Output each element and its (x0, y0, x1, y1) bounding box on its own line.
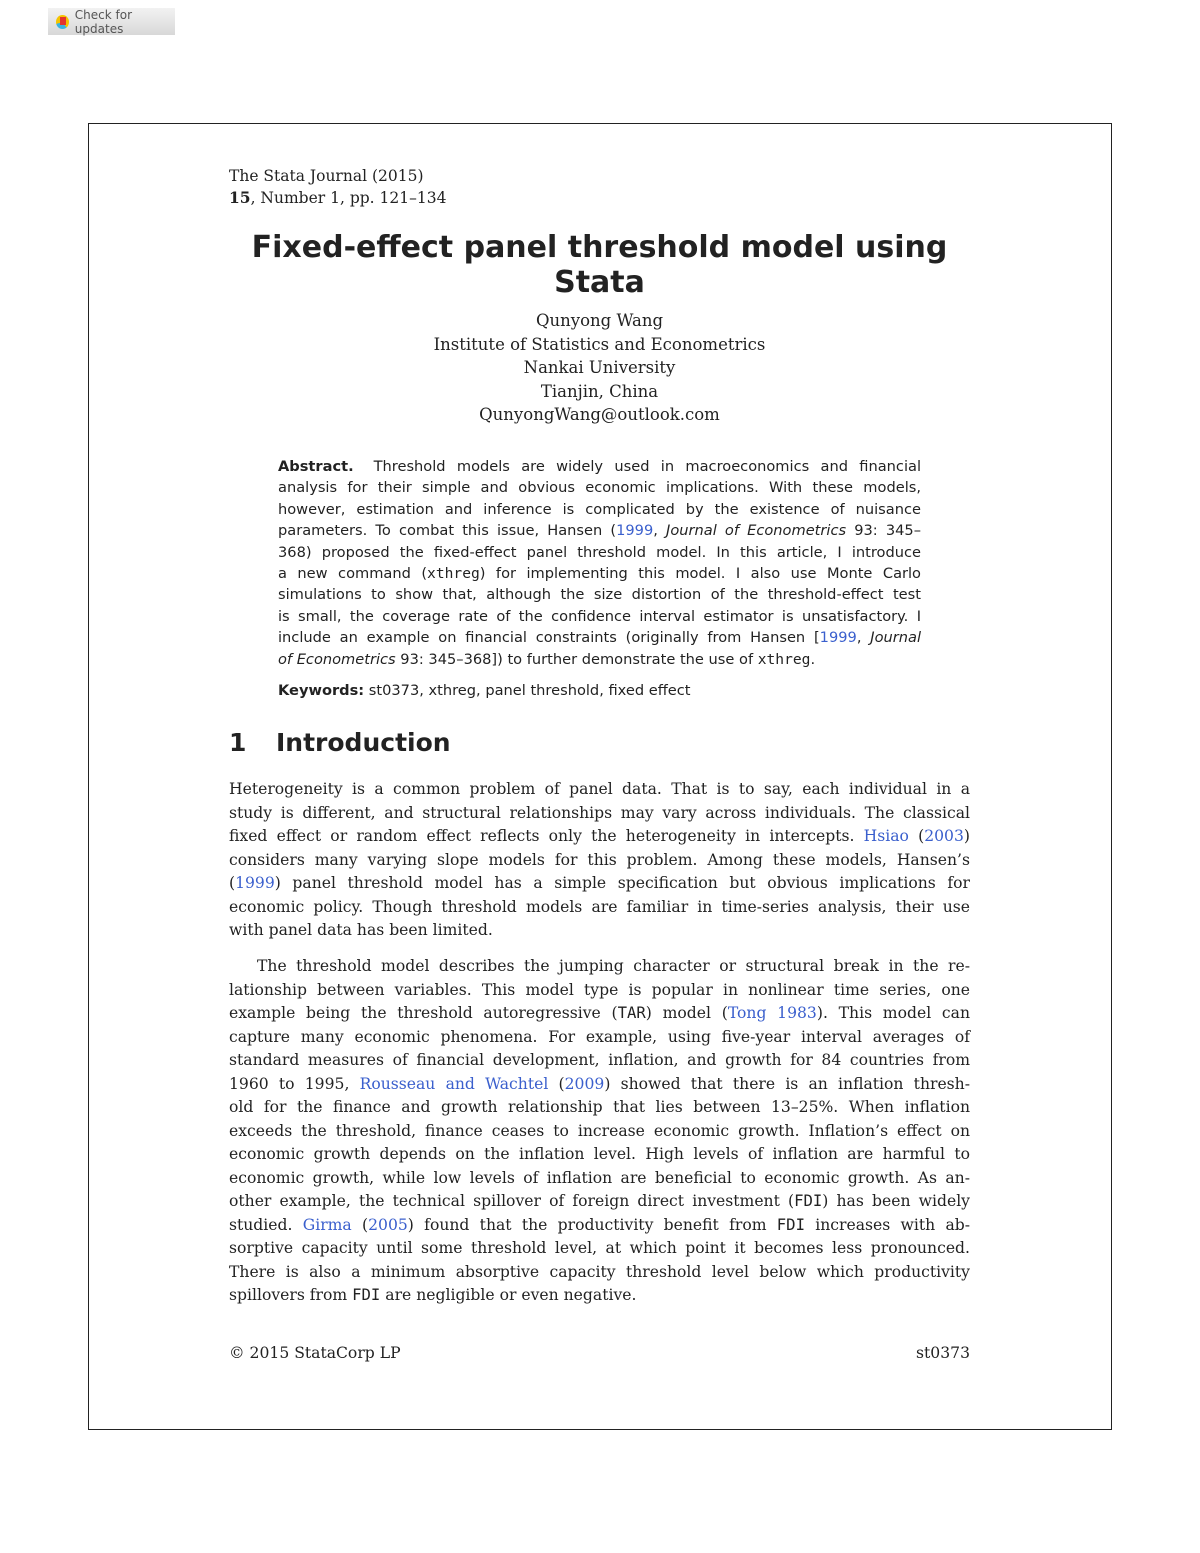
footer-copyright: © 2015 StataCorp LP (229, 1344, 401, 1362)
text-line (229, 849, 970, 873)
section-heading (229, 728, 451, 757)
text-line (229, 1190, 970, 1214)
text-run: other example, the technical spillover of foreign direct investment ( (229, 1192, 795, 1210)
intro-paragraph-1 (229, 778, 970, 943)
text-run: standard measures of financial development, inflation, and growth for 84 countries from (229, 1051, 970, 1069)
author-university: Nankai University (523, 358, 676, 377)
citation-link[interactable]: Girma (302, 1215, 352, 1234)
text-line (278, 520, 921, 541)
journal-volume (229, 187, 446, 209)
text-run: studied. (229, 1215, 303, 1234)
text-run: ) has been widely (822, 1192, 970, 1210)
text-run: study is different, and structural relationships may vary across individuals. The classical (229, 803, 970, 822)
text-line (229, 802, 970, 826)
text-run: increases with ab- (804, 1215, 971, 1234)
author-block (229, 309, 970, 427)
text-run: The threshold model describes the jumping character or structural break in the re- (257, 957, 970, 975)
text-run: 1960 to 1995, (229, 1074, 360, 1093)
italic-text: Journal of Econometrics (666, 522, 847, 540)
text-line (278, 606, 921, 627)
author-city: Tianjin, China (540, 381, 659, 401)
code-text: xthreg (427, 565, 480, 583)
text-run: ). This model can (816, 1004, 970, 1022)
keywords-label: Keywords: (278, 682, 365, 700)
text-line (278, 584, 921, 605)
text-run: considers many varying slope models for this problem. Among these models, Hansen’s (229, 850, 970, 869)
text-run: a new command ( (278, 565, 428, 583)
text-run: ) (963, 827, 970, 845)
text-line (278, 627, 921, 648)
text-line (229, 1284, 970, 1308)
text-run: economic growth depends on the inflation level. High levels of inflation are harmful to (229, 1145, 970, 1163)
text-run: . (810, 650, 816, 668)
text-run: 93: 345– (846, 522, 922, 540)
text-run: example being the threshold autoregressive ( (229, 1004, 618, 1022)
citation-link[interactable]: Hsiao (863, 827, 909, 845)
text-line (278, 477, 921, 498)
author-name: Qunyong Wang (535, 311, 664, 330)
text-line (229, 919, 970, 943)
text-line (229, 896, 970, 920)
code-text: FDI (776, 1215, 805, 1234)
text-run: 93: 345–368]) to further demonstrate the use of (395, 650, 758, 668)
text-run: ( (229, 874, 236, 892)
journal-header (229, 166, 446, 210)
text-run: analysis for their simple and obvious economic implications. With these models, (278, 479, 921, 497)
section-title: Introduction (276, 728, 451, 757)
text-run: There is also a minimum absorptive capacity threshold level below which productivity (229, 1262, 970, 1281)
code-text: FDI (794, 1192, 823, 1210)
text-run: are negligible or even negative. (380, 1286, 637, 1304)
text-line (278, 499, 921, 520)
text-line (278, 456, 921, 477)
text-run: ( (548, 1074, 565, 1093)
text-run: parameters. To combat this issue, Hansen ( (278, 522, 617, 540)
text-run: lationship between variables. This model type is popular in nonlinear time series, one (229, 980, 970, 999)
text-run: 368) proposed the fixed-effect panel threshold model. In this article, I introduce (278, 543, 921, 561)
citation-link[interactable]: 1999 (616, 522, 654, 540)
intro-paragraph-2 (229, 955, 970, 1308)
text-run: ( (351, 1215, 369, 1234)
citation-link[interactable]: 2005 (368, 1215, 408, 1234)
text-run: ) found that the productivity benefit from (407, 1215, 777, 1234)
text-run: is small, the coverage rate of the confidence interval estimator is unsatisfactory. I (278, 607, 921, 625)
citation-link[interactable]: 1999 (235, 874, 275, 892)
text-line (229, 1214, 970, 1238)
text-line (278, 542, 921, 563)
issue-info: , Number 1, pp. 121–134 (250, 189, 447, 208)
text-line (278, 563, 921, 584)
section-number: 1 (229, 728, 247, 757)
italic-text: Journal (870, 629, 921, 647)
citation-link[interactable]: 2003 (924, 827, 964, 845)
text-run: old for the finance and growth relationship that lies between 13–25%. When inflation (229, 1098, 970, 1116)
code-text: TAR (617, 1004, 646, 1022)
text-run: fixed effect or random effect reflects only the heterogeneity in intercepts. (229, 827, 864, 845)
code-text: FDI (352, 1286, 381, 1304)
text-run: Threshold models are widely used in macroeconomics and financial (373, 458, 921, 475)
author-department: Institute of Statistics and Econometrics (433, 334, 766, 354)
journal-name: The Stata Journal (2015) (229, 167, 424, 185)
text-run: , (856, 629, 871, 647)
text-run: ) model ( (645, 1004, 728, 1022)
text-run: economic growth, while low levels of inflation are beneficial to economic growth. As an- (229, 1168, 970, 1187)
text-line (229, 1049, 970, 1073)
text-run: simulations to show that, although the size distortion of the threshold-effect test (278, 586, 921, 604)
text-run: sorptive capacity until some threshold level, at which point it becomes less pronounced. (229, 1239, 970, 1257)
text-line (229, 872, 970, 896)
text-run: ) showed that there is an inflation thresh- (604, 1074, 970, 1093)
text-line (229, 778, 970, 802)
paper-title: Fixed-effect panel threshold model using Stata (251, 230, 948, 300)
text-line (229, 1167, 970, 1191)
text-line (229, 1237, 970, 1261)
keywords (278, 680, 921, 701)
text-run: ( (908, 827, 925, 845)
text-line (229, 955, 970, 979)
citation-link[interactable]: 2009 (564, 1074, 605, 1093)
italic-text: of Econometrics (278, 650, 396, 668)
text-line (229, 825, 970, 849)
text-line (229, 1073, 970, 1097)
text-line (229, 1261, 970, 1285)
text-line (229, 979, 970, 1003)
text-line (229, 1026, 970, 1050)
code-text: xthreg (757, 650, 811, 668)
text-run: however, estimation and inference is complicated by the existence of nuisance (278, 500, 921, 518)
text-line (229, 1143, 970, 1167)
text-run: include an example on financial constraints (originally from Hansen [ (278, 629, 820, 647)
volume-number: 15 (229, 188, 251, 208)
abstract (278, 456, 921, 701)
crossmark-icon (56, 15, 69, 29)
citation-link[interactable]: Rousseau and Wachtel (359, 1074, 549, 1093)
text-line (229, 1002, 970, 1026)
citation-link[interactable]: Tong 1983 (727, 1004, 817, 1022)
text-run: with panel data has been limited. (229, 921, 493, 939)
text-run: spillovers from (229, 1286, 353, 1304)
text-run: ) for implementing this model. I also use Monte Carlo (479, 565, 921, 583)
text-run: capture many economic phenomena. For example, using five-year interval averages of (229, 1027, 970, 1046)
text-run: economic policy. Though threshold models are familiar in time-series analysis, their use (229, 897, 970, 916)
author-email[interactable]: QunyongWang@outlook.com (479, 405, 720, 424)
abstract-label: Abstract. (278, 458, 354, 475)
footer-code: st0373 (916, 1344, 970, 1362)
text-line (278, 649, 921, 670)
text-line (229, 1120, 970, 1144)
text-run: ) panel threshold model has a simple specification but obvious implications for (274, 874, 970, 892)
keywords-list: st0373, xthreg, panel threshold, fixed effect (368, 682, 691, 700)
check-for-updates-button[interactable] (48, 8, 175, 35)
badge-label: Check for updates (74, 7, 133, 36)
text-run: exceeds the threshold, finance ceases to increase economic growth. Inflation’s effect on (229, 1121, 970, 1140)
citation-link[interactable]: 1999 (819, 629, 857, 647)
text-line (229, 1096, 970, 1120)
text-run: , (653, 522, 667, 540)
text-run: Heterogeneity is a common problem of panel data. That is to say, each individual in a (229, 780, 970, 798)
